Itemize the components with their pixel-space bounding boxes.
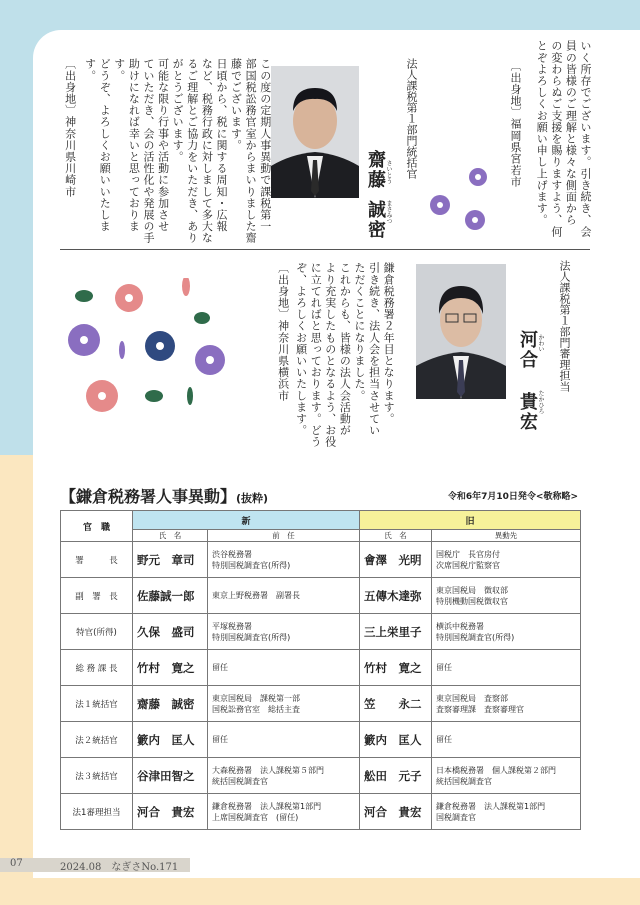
old-dest-cell bbox=[432, 650, 581, 686]
dest-line: 留任 bbox=[436, 735, 453, 744]
person1-photo bbox=[271, 66, 359, 198]
person2-given-ruby: たかひろ bbox=[537, 390, 544, 414]
post-cell: 副 署 長 bbox=[61, 578, 133, 614]
prev-line: 特別国税調査官(所得) bbox=[212, 560, 291, 570]
dest-line: 特別機動国税徴収官 bbox=[436, 596, 509, 606]
table-row bbox=[61, 686, 581, 722]
dest-line: 鎌倉税務署 法人課税第1部門 bbox=[436, 801, 546, 811]
table-row bbox=[61, 578, 581, 614]
footer bbox=[0, 858, 190, 872]
page-number: 07 bbox=[10, 858, 23, 869]
table-row bbox=[61, 614, 581, 650]
post-cell: 法１統括官 bbox=[61, 686, 133, 722]
old-name-cell: 竹村 寛之 bbox=[360, 650, 432, 686]
old-name-cell: 會澤 光明 bbox=[360, 542, 432, 578]
date-note: 令和6年7月10日発令<敬称略> bbox=[447, 492, 578, 502]
old-name-cell: 三上栄里子 bbox=[360, 614, 432, 650]
table-row bbox=[61, 542, 581, 578]
table-subtitle: (抜粋) bbox=[236, 492, 269, 505]
new-name-cell: 野元 章司 bbox=[133, 542, 208, 578]
prev-line: 東京国税局 課税第一部 bbox=[212, 693, 300, 703]
post-cell: 法1審理担当 bbox=[61, 794, 133, 830]
flower-decoration-top bbox=[425, 165, 495, 240]
dest-line: 東京国税局 徴収部 bbox=[436, 585, 509, 595]
prev-line: 平塚税務署 bbox=[212, 621, 252, 631]
old-name-cell: 五傳木達弥 bbox=[360, 578, 432, 614]
table-heading bbox=[60, 484, 268, 507]
origin-prev: 〔出身地〕福岡県宮若市 bbox=[509, 60, 522, 188]
old-dest-cell bbox=[432, 614, 581, 650]
table-title: 【鎌倉税務署人事異動】 bbox=[60, 487, 237, 506]
person2-surname: 河合 bbox=[517, 330, 538, 370]
dest-line: 横浜中税務署 bbox=[436, 621, 485, 631]
issue-label: 2024.08 なぎさNo.171 bbox=[60, 862, 179, 873]
dest-line: 日本橋税務署 個人課税第２部門 bbox=[436, 765, 557, 775]
person1-given-ruby: まさみつ bbox=[385, 200, 392, 224]
col-post-header: 官 職 bbox=[61, 511, 133, 542]
old-name-cell: 河合 貴宏 bbox=[360, 794, 432, 830]
person1-title: 法人課税第１部門統括官 bbox=[405, 58, 418, 179]
person2-title: 法人課税第１部門審理担当 bbox=[558, 260, 571, 392]
new-prev-cell bbox=[208, 722, 360, 758]
person2-body: 鎌倉税務署２年目となります。 引き続き、法人会を担当させてい ただくことになりました。 これからも、皆様の法人会活動が より充実したものとなるよう、お役 に立てればと思っております。どう ぞ、よろしくお願いいたします。 bbox=[294, 262, 396, 448]
old-name-cell: 籔内 匡人 bbox=[360, 722, 432, 758]
new-name-cell: 谷津田智之 bbox=[133, 758, 208, 794]
new-prev-cell bbox=[208, 758, 360, 794]
post-cell: 法２統括官 bbox=[61, 722, 133, 758]
new-name-cell: 河合 貴宏 bbox=[133, 794, 208, 830]
table-row bbox=[61, 794, 581, 830]
prev-line: 統括国税調査官 bbox=[212, 776, 268, 786]
old-name-cell: 舩田 元子 bbox=[360, 758, 432, 794]
new-prev-cell bbox=[208, 686, 360, 722]
new-prev-cell bbox=[208, 542, 360, 578]
continued-text: いく所存でございます。引き続き、会 員の皆様のご理解と様々な側面から の変わらぬご支援を賜りますよう、何 とぞよろしくお願い申し上げます。 bbox=[535, 40, 592, 238]
table-row bbox=[61, 650, 581, 686]
old-dest-cell bbox=[432, 686, 581, 722]
new-name-cell: 竹村 寛之 bbox=[133, 650, 208, 686]
prev-line: 鎌倉税務署 法人課税第1部門 bbox=[212, 801, 322, 811]
prev-line: 留任 bbox=[212, 663, 228, 672]
old-dest-cell bbox=[432, 758, 581, 794]
prev-line: 上席国税調査官 (留任) bbox=[212, 812, 299, 822]
person1-origin: 〔出身地〕神奈川県川崎市 bbox=[63, 58, 77, 198]
dest-line: 国税調査官 bbox=[436, 812, 477, 822]
person1-surname: 齋藤 bbox=[365, 150, 386, 190]
person1-surname-ruby: さいとう bbox=[385, 160, 392, 184]
new-name-cell: 佐藤誠一郎 bbox=[133, 578, 208, 614]
prev-line: 大森税務署 法人課税第５部門 bbox=[212, 765, 324, 775]
person1-body: この度の定期人事異動で課税第一 部国税訟務官室からまいりました齋 藤でございます。 日頃から、税に関する周知・広報 など、税務行政に対しまして多大な るご理解とご協力をいただき、あり がとうございます。 可能な限り行事や活動に参加させ ていただき、会の活性化や発展の手 助けになれば幸いと思っております。 どうぞ、よろしくお願いいたします。 bbox=[83, 58, 272, 244]
prev-line: 特別国税調査官(所得) bbox=[212, 632, 291, 642]
person2-photo bbox=[416, 264, 506, 399]
prev-line: 留任 bbox=[212, 735, 228, 744]
post-cell: 特官(所得) bbox=[61, 614, 133, 650]
section-divider bbox=[60, 249, 590, 250]
post-cell: 法３統括官 bbox=[61, 758, 133, 794]
new-name-cell: 齋藤 誠密 bbox=[133, 686, 208, 722]
sub-old-name: 氏 名 bbox=[360, 530, 432, 542]
sub-new-name: 氏 名 bbox=[133, 530, 208, 542]
old-dest-cell bbox=[432, 578, 581, 614]
table-row bbox=[61, 722, 581, 758]
col-new-header: 新 bbox=[133, 511, 360, 530]
dest-line: 査察審理課 査察審理官 bbox=[436, 704, 525, 714]
dest-line: 東京国税局 査察部 bbox=[436, 693, 509, 703]
dest-line: 留任 bbox=[436, 663, 453, 672]
table-row bbox=[61, 758, 581, 794]
personnel-table bbox=[60, 510, 581, 830]
dest-line: 国税庁 長官房付 bbox=[436, 549, 501, 559]
new-prev-cell bbox=[208, 650, 360, 686]
person1-given: 誠密 bbox=[365, 200, 386, 240]
dest-line: 特別国税調査官(所得) bbox=[436, 632, 515, 642]
new-prev-cell bbox=[208, 794, 360, 830]
person2-surname-ruby: かわい bbox=[537, 334, 544, 352]
sub-new-prev: 前 任 bbox=[208, 530, 360, 542]
old-dest-cell bbox=[432, 542, 581, 578]
prev-line: 国税訟務官室 総括主査 bbox=[212, 704, 300, 714]
new-prev-cell bbox=[208, 614, 360, 650]
dest-line: 統括国税調査官 bbox=[436, 776, 493, 786]
old-dest-cell bbox=[432, 722, 581, 758]
col-old-header: 旧 bbox=[360, 511, 581, 530]
post-cell: 総 務 課 長 bbox=[61, 650, 133, 686]
prev-line: 東京上野税務署 副署長 bbox=[212, 591, 300, 600]
dest-line: 次席国税庁監察官 bbox=[436, 560, 501, 570]
new-prev-cell bbox=[208, 578, 360, 614]
post-cell: 署 長 bbox=[61, 542, 133, 578]
sub-old-dest: 異動先 bbox=[432, 530, 581, 542]
new-name-cell: 久保 盛司 bbox=[133, 614, 208, 650]
prev-line: 渋谷税務署 bbox=[212, 549, 252, 559]
new-name-cell: 籔内 匡人 bbox=[133, 722, 208, 758]
person2-given: 貴宏 bbox=[517, 392, 538, 432]
old-dest-cell bbox=[432, 794, 581, 830]
old-name-cell: 笠 永二 bbox=[360, 686, 432, 722]
person2-origin: 〔出身地〕神奈川県横浜市 bbox=[276, 262, 290, 402]
morning-glory-illustration bbox=[62, 278, 232, 428]
